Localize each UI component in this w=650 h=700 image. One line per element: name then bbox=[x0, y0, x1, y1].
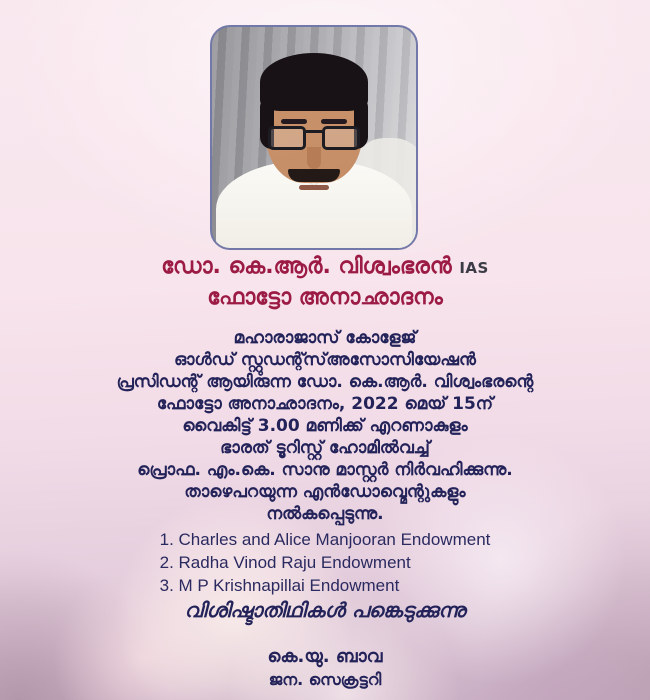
signature-block bbox=[0, 645, 650, 691]
person-name: ഡോ. കെ.ആർ. വിശ്വംഭരൻ bbox=[161, 254, 452, 279]
person-name-line bbox=[0, 252, 650, 283]
hair bbox=[260, 53, 368, 111]
body-line: ഫോട്ടോ അനാഛാദനം, 2022 മെയ് 15ന് bbox=[156, 394, 494, 414]
body-line: മഹാരാജാസ് കോളേജ് bbox=[233, 328, 417, 348]
endowment-list bbox=[160, 528, 491, 597]
endowment-item: 1. Charles and Alice Manjooran Endowment bbox=[159, 530, 491, 549]
body-line: ഓൾഡ് സ്റ്റുഡന്റ്സ്അസോസിയേഷൻ bbox=[174, 350, 476, 370]
left-eyebrow bbox=[281, 119, 307, 124]
endowment-section bbox=[0, 528, 650, 597]
body-line: താഴെപറയുന്ന എൻഡോവ്മെന്റുകളും bbox=[184, 482, 466, 502]
guests-participation-line: വിശിഷ്ടാതിഥികൾ പങ്കെടുക്കുന്നു bbox=[184, 598, 466, 622]
right-eyebrow bbox=[321, 119, 347, 124]
signatory-name: കെ.യു. ബാവ bbox=[267, 646, 383, 667]
endowment-item: 2. Radha Vinod Raju Endowment bbox=[159, 553, 411, 572]
endowment-item: 3. M P Krishnapillai Endowment bbox=[159, 576, 400, 595]
glasses-bridge bbox=[306, 130, 322, 133]
ias-designation: IAS bbox=[459, 259, 489, 277]
mouth bbox=[299, 185, 329, 190]
portrait-photo bbox=[210, 25, 418, 250]
left-lens bbox=[268, 126, 306, 150]
mustache bbox=[288, 169, 340, 182]
event-title: ഫോട്ടോ അനാഛാദനം bbox=[207, 285, 443, 310]
event-details bbox=[0, 327, 650, 525]
body-line: പ്രൊഫ. എം.കെ. സാനു മാസ്റ്റർ നിർവഹിക്കുന്നു. bbox=[137, 460, 513, 480]
signatory-role: ജന. സെക്രട്ടറി bbox=[268, 670, 382, 689]
body-line: പ്രസിഡന്റ് ആയിരുന്ന ഡോ. കെ.ആർ. വിശ്വംഭരന്റെ bbox=[116, 372, 534, 392]
nose bbox=[307, 147, 321, 169]
body-line: നൽകപ്പെടുന്നു. bbox=[266, 504, 384, 524]
title-block bbox=[0, 252, 650, 313]
right-lens bbox=[322, 126, 360, 150]
body-line: വൈകിട്ട് 3.00 മണിക്ക് എറണാകുളം bbox=[182, 416, 468, 436]
body-line: ഭാരത് ടൂറിസ്റ്റ് ഹോമിൽവച്ച് bbox=[220, 438, 430, 458]
